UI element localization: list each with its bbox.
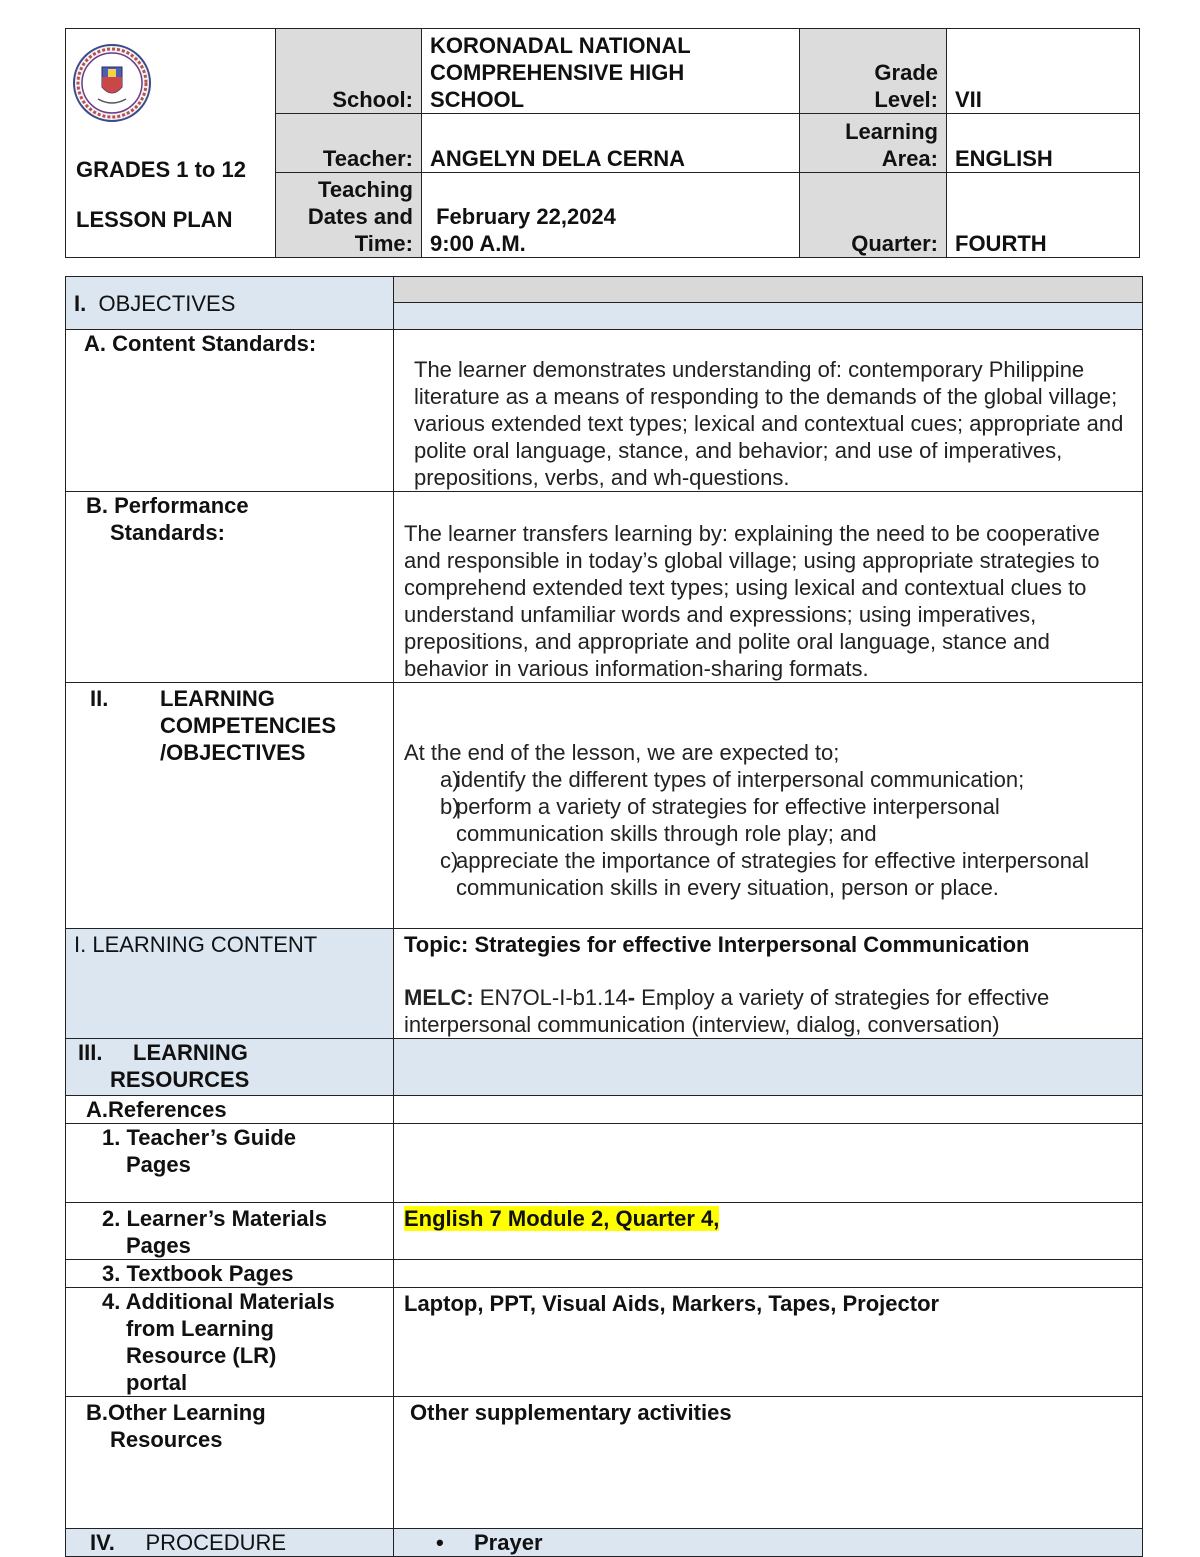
other-resources-label: B.Other Learning Resources	[66, 1397, 394, 1529]
objectives-heading: I. OBJECTIVES	[66, 277, 394, 330]
teachers-guide-label: 1. Teacher’s Guide Pages	[66, 1124, 394, 1203]
competencies-text	[394, 683, 1143, 929]
textbook-pages-label: 3. Textbook Pages	[66, 1260, 394, 1288]
teacher-label: Teacher:	[276, 114, 422, 172]
learning-content-text	[394, 929, 1143, 1039]
deped-header-cell	[66, 29, 276, 258]
grades-label: GRADES 1 to 12	[76, 157, 246, 182]
content-standards-text: The learner demonstrates understanding of: contemporary Philippine literature as a means of responding to the demands of the global village; various extended text types; lexical and contextual cues; appropriate and polite oral language, stance, and behavior; and use of imperatives, prepositions, verbs, and wh-questions.	[394, 330, 1143, 492]
content-standards-label: A. Content Standards:	[66, 330, 394, 492]
grade-level-label: Grade Level:	[800, 29, 947, 114]
teachers-guide-value	[394, 1124, 1143, 1203]
procedure-heading: IV. PROCEDURE	[66, 1529, 394, 1557]
objectives-grey-band	[394, 277, 1143, 303]
lesson-plan-label: LESSON PLAN	[76, 207, 233, 232]
competency-item: c) appreciate the importance of strategies for effective interpersonal communication skills in every situation, person or place.	[440, 848, 1090, 900]
competency-item: b) perform a variety of strategies for effective interpersonal communication skills through role play; and	[440, 794, 1000, 846]
melc: MELC: EN7OL-I-b1.14- Employ a variety of strategies for effective interpersonal communication (interview, dialog, conversation)	[404, 985, 1050, 1037]
performance-standards-label: B. Performance Standards:	[66, 492, 394, 683]
topic: Topic: Strategies for effective Interpersonal Communication	[404, 932, 1030, 957]
school-label: School:	[276, 29, 422, 114]
dates-value: February 22,2024 9:00 A.M.	[422, 172, 800, 257]
competency-item: a) identify the different types of interpersonal communication;	[440, 767, 1025, 792]
quarter-value: FOURTH	[947, 172, 1140, 257]
lesson-plan-table	[65, 276, 1143, 1557]
additional-materials-value: Laptop, PPT, Visual Aids, Markers, Tapes, Projector	[394, 1288, 1143, 1397]
procedure-first-item: • Prayer	[394, 1529, 1143, 1557]
dates-label: Teaching Dates and Time:	[276, 172, 422, 257]
learners-materials-label: 2. Learner’s Materials Pages	[66, 1203, 394, 1260]
quarter-label: Quarter:	[800, 172, 947, 257]
other-resources-value: Other supplementary activities	[394, 1397, 1143, 1529]
learning-content-label: I. LEARNING CONTENT	[66, 929, 394, 1039]
learners-materials-value: English 7 Module 2, Quarter 4,	[394, 1203, 1143, 1260]
textbook-pages-value	[394, 1260, 1143, 1288]
school-value: KORONADAL NATIONAL COMPREHENSIVE HIGH SCHOOL	[422, 29, 800, 114]
additional-materials-label: 4. Additional Materials from Learning Resource (LR) portal	[66, 1288, 394, 1397]
learning-area-value: ENGLISH	[947, 114, 1140, 172]
competencies-label: II. LEARNING COMPETENCIES /OBJECTIVES	[66, 683, 394, 929]
grade-level-value: VII	[947, 29, 1140, 114]
deped-seal-logo	[72, 43, 152, 123]
competencies-intro: At the end of the lesson, we are expected to;	[404, 740, 840, 765]
objectives-blue-band	[394, 303, 1143, 330]
learning-resources-heading: III. LEARNING RESOURCES	[66, 1039, 394, 1096]
header-table	[65, 28, 1140, 258]
performance-standards-text: The learner transfers learning by: explaining the need to be cooperative and responsible in today’s global village; using appropriate strategies to comprehend extended text types; using lexical and contextual clues to understand unfamiliar words and expressions; using imperatives, prepositions, and appropriate and polite oral language, stance and behavior in various information-sharing formats.	[394, 492, 1143, 683]
learning-resources-band	[394, 1039, 1143, 1096]
references-label: A.References	[66, 1096, 394, 1124]
learning-area-label: Learning Area:	[800, 114, 947, 172]
references-value	[394, 1096, 1143, 1124]
teacher-value: ANGELYN DELA CERNA	[422, 114, 800, 172]
bullet-icon: •	[436, 1530, 444, 1555]
